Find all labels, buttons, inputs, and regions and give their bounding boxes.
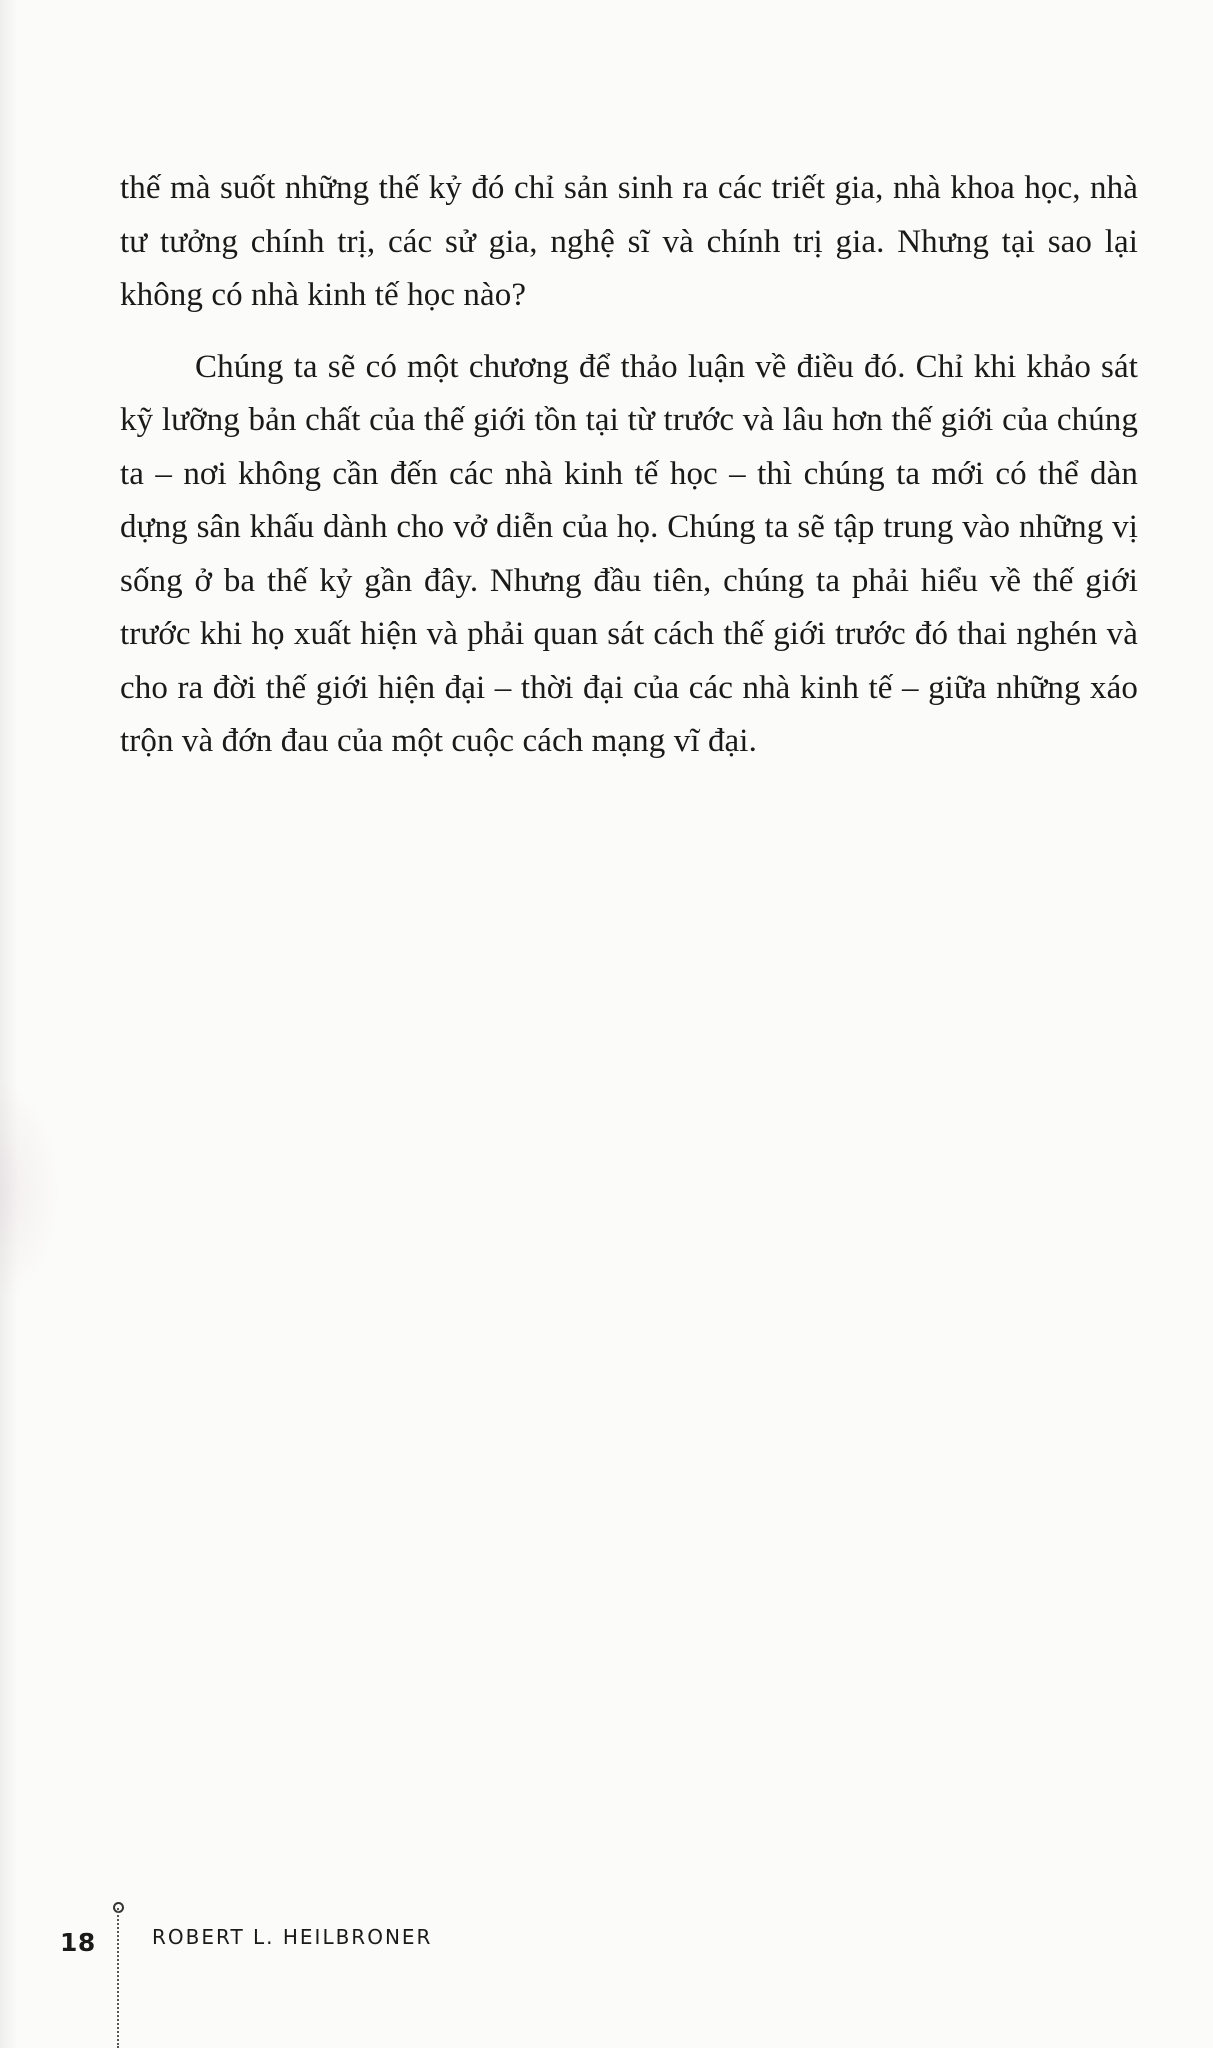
body-text — [120, 162, 1138, 769]
page-footer — [60, 1922, 96, 1962]
paragraph: Chúng ta sẽ có một chương để thảo luận về điều đó. Chỉ khi khảo sát kỹ lưỡng bản chất của thế giới tồn tại từ trước và lâu hơn thế giới của chúng ta – nơi không cần đến các nhà kinh tế học – thì chúng ta mới có thể dàn dựng sân khấu dành cho vở diễn của họ. Chúng ta sẽ tập trung vào những vị sống ở ba thế kỷ gần đây. Nhưng đầu tiên, chúng ta phải hiểu về thế giới trước khi họ xuất hiện và phải quan sát cách thế giới trước đó thai nghén và cho ra đời thế giới hiện đại – thời đại của các nhà kinh tế – giữa những xáo trộn và đớn đau của một cuộc cách mạng vĩ đại. — [120, 348, 1138, 759]
paragraph-continued: thế mà suốt những thế kỷ đó chỉ sản sinh ra các triết gia, nhà khoa học, nhà tư tưởng chính trị, các sử gia, nghệ sĩ và chính trị gia. Nhưng tại sao lại không có nhà kinh tế học nào? — [120, 170, 1138, 313]
page-number: 18 — [60, 1927, 96, 1957]
running-footer-author: ROBERT L. HEILBRONER — [152, 1925, 433, 1949]
footer-dotted-rule — [117, 1908, 119, 2048]
page-bleed-stain — [0, 1080, 60, 1300]
